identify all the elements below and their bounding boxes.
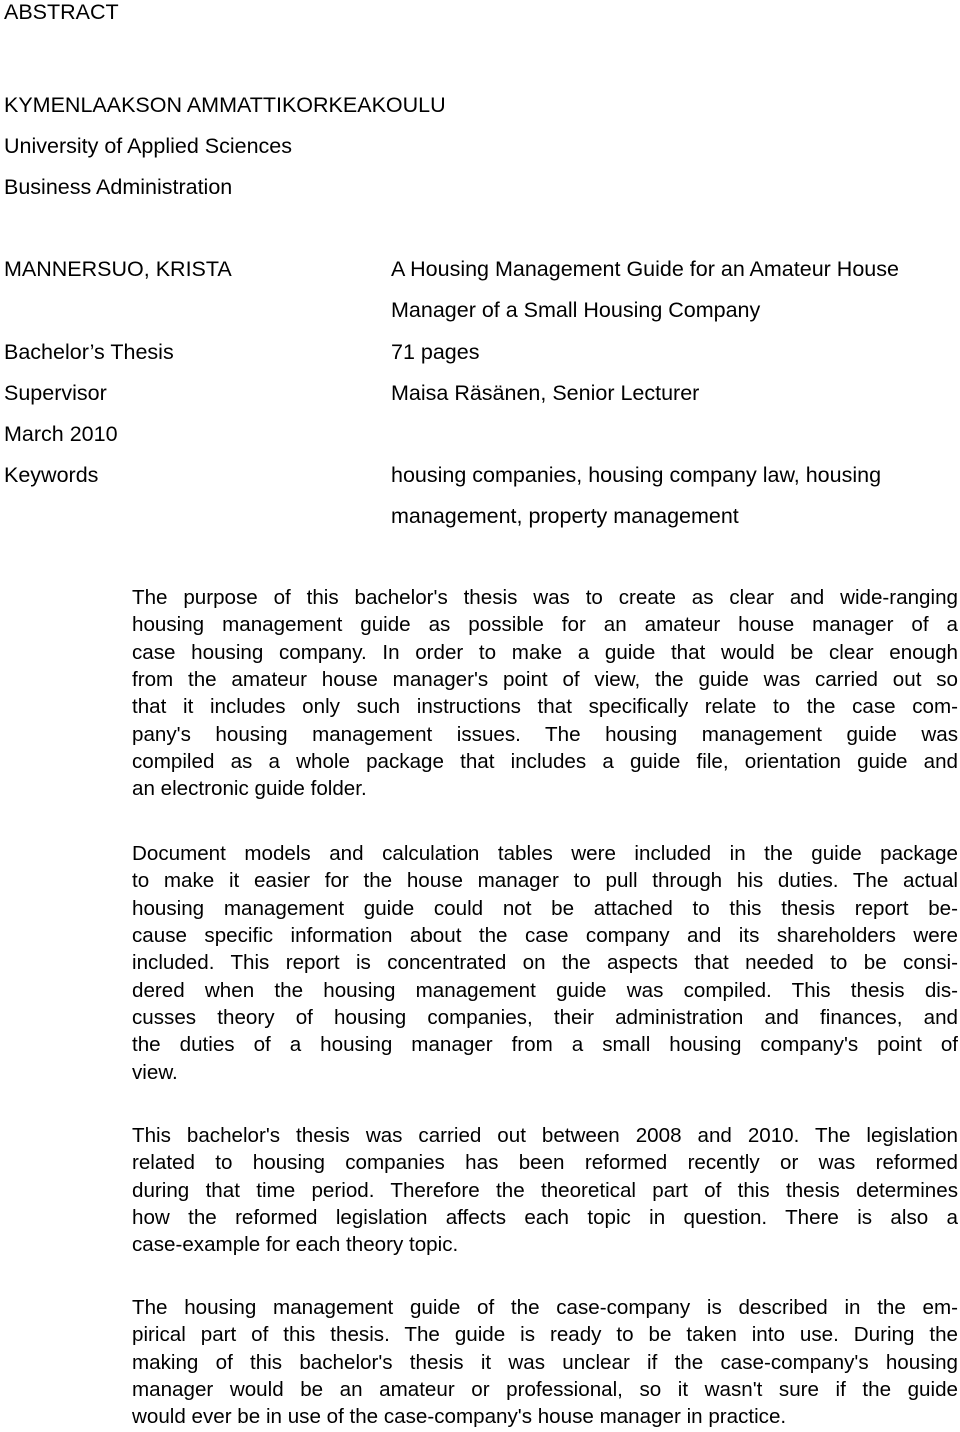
paragraph-line: cusses theory of housing companies, their administration and finances, and (132, 1005, 958, 1029)
paragraph-line: The housing management guide of the case-company is described in the em- (132, 1296, 958, 1319)
supervisor-label: Supervisor (4, 381, 107, 405)
thesis-title-line-1: A Housing Management Guide for an Amateur House (391, 257, 899, 281)
thesis-title-line-2: Manager of a Small Housing Company (391, 298, 761, 322)
keywords-label: Keywords (4, 463, 99, 487)
paragraph-line: from the amateur house manager's point of view, the guide was carried out so (132, 667, 958, 691)
paragraph-line: an electronic guide folder. (132, 777, 367, 801)
paragraph-line: cause specific information about the case company and its shareholders were (132, 923, 958, 947)
paragraph-line: related to housing companies has been reformed recently or was reformed (132, 1151, 958, 1175)
institution-type: University of Applied Sciences (4, 134, 293, 158)
paragraph-line: case housing company. In order to make a guide that would be clear enough (132, 640, 958, 664)
paragraph-line: pirical part of this thesis. The guide is ready to be taken into use. During the (132, 1323, 958, 1347)
paragraph-line: compiled as a whole package that includes a guide file, orientation guide and (132, 749, 958, 773)
keywords-line-1: housing companies, housing company law, housing (391, 463, 882, 487)
paragraph-line: the duties of a housing manager from a small housing company's point of (132, 1033, 958, 1057)
paragraph-line: to make it easier for the house manager to pull through his duties. The actual (132, 869, 958, 893)
paragraph-line: pany's housing management issues. The housing management guide was (132, 722, 958, 746)
author-name: MANNERSUO, KRISTA (4, 257, 232, 281)
degree-program: Business Administration (4, 175, 233, 199)
abstract-paragraph-1 (132, 584, 958, 803)
page-count: 71 pages (391, 340, 480, 364)
paragraph-line: dered when the housing management guide was compiled. This thesis dis- (132, 978, 958, 1002)
keywords-line-2: management, property management (391, 504, 739, 528)
page-heading: ABSTRACT (4, 0, 119, 24)
institution-name: KYMENLAAKSON AMMATTIKORKEAKOULU (4, 93, 446, 117)
paragraph-line: housing management guide as possible for an amateur house manager of a (132, 613, 958, 637)
paragraph-line: that it includes only such instructions that specifically relate to the case com- (132, 695, 958, 719)
abstract-paragraph-4 (132, 1294, 958, 1431)
paragraph-line: making of this bachelor's thesis it was unclear if the case-company's housing (132, 1350, 958, 1374)
paragraph-line: included. This report is concentrated on the aspects that needed to be consi- (132, 951, 958, 975)
abstract-paragraph-3 (132, 1122, 958, 1259)
abstract-paragraph-2 (132, 840, 958, 1086)
paragraph-line: manager would be an amateur or professional, so it wasn't sure if the guide (132, 1377, 958, 1401)
thesis-date: March 2010 (4, 422, 118, 446)
paragraph-line: view. (132, 1060, 178, 1084)
paragraph-line: how the reformed legislation affects each topic in question. There is also a (132, 1205, 958, 1229)
paragraph-line: The purpose of this bachelor's thesis was to create as clear and wide-ranging (132, 586, 958, 609)
paragraph-line: case-example for each theory topic. (132, 1233, 459, 1257)
thesis-type-label: Bachelor’s Thesis (4, 340, 174, 364)
paragraph-line: during that time period. Therefore the theoretical part of this thesis determines (132, 1178, 958, 1202)
paragraph-line: would ever be in use of the case-company's house manager in practice. (132, 1405, 787, 1429)
supervisor-name: Maisa Räsänen, Senior Lecturer (391, 381, 700, 405)
paragraph-line: This bachelor's thesis was carried out between 2008 and 2010. The legislation (132, 1124, 958, 1147)
paragraph-line: housing management guide could not be attached to this thesis report be- (132, 896, 958, 920)
paragraph-line: Document models and calculation tables were included in the guide package (132, 842, 958, 865)
